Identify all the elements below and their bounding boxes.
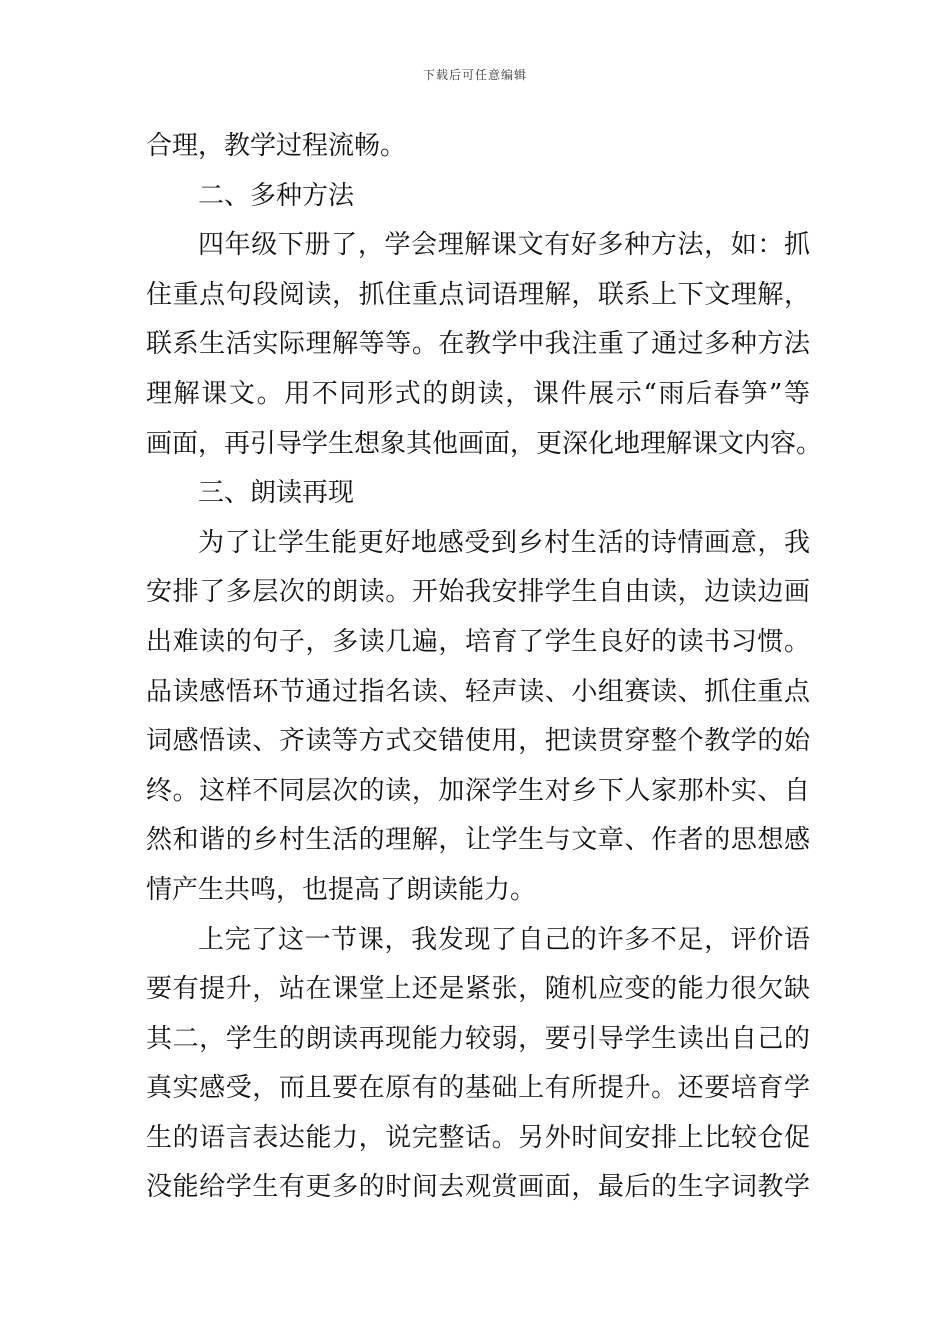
text-line: 其二，学生的朗读再现能力较弱，要引导学生读出自己的 <box>146 1023 810 1054</box>
text-line: 然和谐的乡村生活的理解，让学生与文章、作者的思想感 <box>146 825 810 856</box>
text-line: 没能给学生有更多的时间去观赏画面，最后的生字词教学 <box>146 1172 810 1203</box>
text-line: 二、多种方法 <box>198 180 355 211</box>
text-line: 终。这样不同层次的读，加深学生对乡下人家那朴实、自 <box>146 775 810 806</box>
document-body <box>146 122 823 1213</box>
text-line: 画面，再引导学生想象其他画面，更深化地理解课文内容。 <box>146 428 823 459</box>
text-line: 三、朗读再现 <box>198 478 355 509</box>
text-line: 联系生活实际理解等等。在教学中我注重了通过多种方法 <box>146 329 810 360</box>
text-line: 安排了多层次的朗读。开始我安排学生自由读，边读边画 <box>146 577 810 608</box>
text-line: 理解课文。用不同形式的朗读，课件展示“雨后春笋”等 <box>146 378 810 409</box>
text-line: 词感悟读、齐读等方式交错使用，把读贯穿整个教学的始 <box>146 726 810 757</box>
text-line: 四年级下册了，学会理解课文有好多种方法，如：抓 <box>198 230 810 261</box>
page-header: 下载后可任意编辑 <box>422 68 527 82</box>
text-line: 合理，教学过程流畅。 <box>146 131 407 161</box>
text-line: 要有提升，站在课堂上还是紧张，随机应变的能力很欠缺 <box>146 974 810 1005</box>
text-line: 出难读的句子，多读几遍，培育了学生良好的读书习惯。 <box>146 626 810 657</box>
text-line: 情产生共鸣，也提高了朗读能力。 <box>146 874 537 905</box>
text-line: 真实感受，而且要在原有的基础上有所提升。还要培育学 <box>146 1073 810 1104</box>
text-line: 生的语言表达能力，说完整话。另外时间安排上比较仓促 <box>146 1122 810 1153</box>
text-line: 上完了这一节课，我发现了自己的许多不足，评价语 <box>198 924 810 955</box>
text-line: 品读感悟环节通过指名读、轻声读、小组赛读、抓住重点 <box>146 676 810 707</box>
text-line: 为了让学生能更好地感受到乡村生活的诗情画意，我 <box>198 527 810 558</box>
text-line: 住重点句段阅读，抓住重点词语理解，联系上下文理解， <box>146 279 810 310</box>
